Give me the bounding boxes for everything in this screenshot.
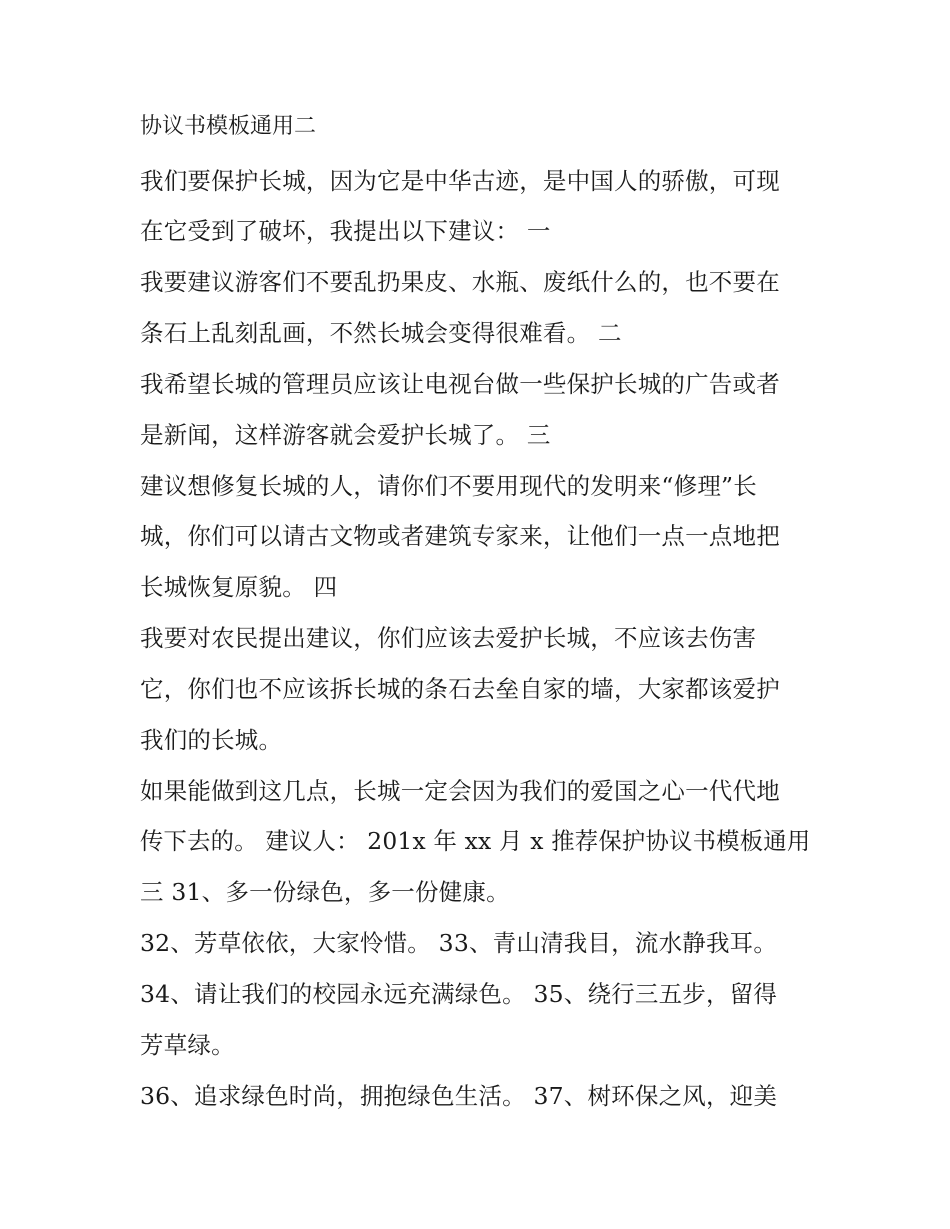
text-line: 三 31、多一份绿色，多一份健康。 [140,878,510,906]
text-line: 传下去的。 建议人： 201x 年 xx 月 x 推荐保护协议书模板通用 [140,827,811,855]
text-line: 芳草绿。 [140,1031,235,1059]
text-line: 我希望长城的管理员应该让电视台做一些保护长城的广告或者 [140,370,780,398]
text-line: 我们的长城。 [140,726,283,754]
text-line: 如果能做到这几点，长城一定会因为我们的爱国之心一代代地 [140,777,780,805]
text-line: 建议想修复长城的人，请你们不要用现代的发明来“修理”长 [140,472,757,500]
text-line: 是新闻，这样游客就会爱护长城了。 三 [140,421,551,449]
text-line: 长城恢复原貌。 四 [140,573,338,601]
text-line: 城，你们可以请古文物或者建筑专家来，让他们一点一点地把 [140,522,780,550]
text-line: 32、芳草依依，大家怜惜。 33、青山清我目，流水静我耳。 [140,929,778,957]
text-line: 在它受到了破坏，我提出以下建议： 一 [140,217,551,245]
text-line: 我们要保护长城，因为它是中华古迹，是中国人的骄傲，可现 [140,167,780,195]
text-line: 我要对农民提出建议，你们应该去爱护长城，不应该去伤害 [140,624,757,652]
document-title: 协议书模板通用二 [140,114,317,139]
text-line: 36、追求绿色时尚，拥抱绿色生活。 37、树环保之风，迎美 [140,1082,778,1110]
text-line: 34、请让我们的校园永远充满绿色。 35、绕行三五步，留得 [140,980,778,1008]
text-line: 我要建议游客们不要乱扔果皮、水瓶、废纸什么的，也不要在 [140,268,780,296]
text-line: 它，你们也不应该拆长城的条石去垒自家的墙，大家都该爱护 [140,675,780,703]
text-line: 条石上乱刻乱画，不然长城会变得很难看。 二 [140,319,622,347]
